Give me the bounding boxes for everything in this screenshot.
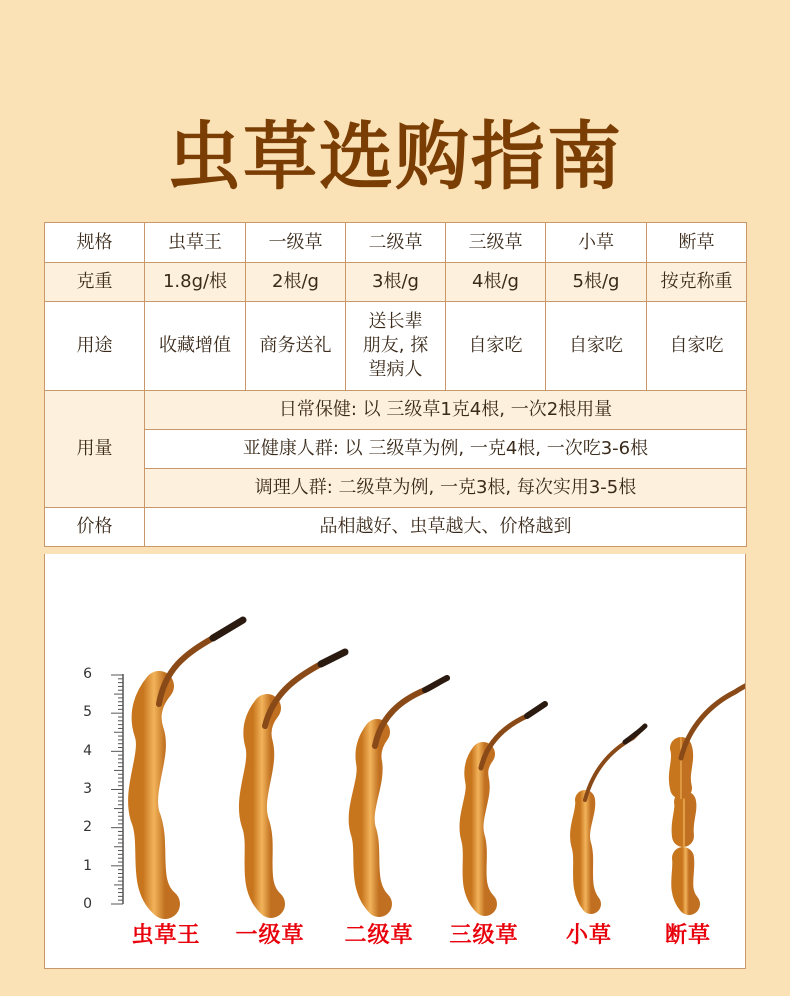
caption-grade2: 二级草 bbox=[344, 923, 414, 948]
header-cell: 断草 bbox=[647, 223, 747, 263]
ruler-tick-label: 6 bbox=[83, 666, 92, 682]
ruler bbox=[111, 674, 123, 904]
header-cell: 小草 bbox=[546, 223, 647, 263]
specimen-grade2 bbox=[362, 678, 447, 904]
header-cell: 规格 bbox=[45, 223, 145, 263]
weight-cell: 按克称重 bbox=[647, 263, 747, 302]
specimen-broken bbox=[680, 684, 746, 904]
header-cell: 一级草 bbox=[246, 223, 346, 263]
ruler-tick-label: 1 bbox=[83, 858, 92, 874]
dosage-row bbox=[45, 469, 747, 508]
dosage-row bbox=[45, 430, 747, 469]
header-cell: 三级草 bbox=[446, 223, 546, 263]
usage-cell: 自家吃 bbox=[446, 302, 546, 391]
dosage-line: 亚健康人群: 以 三级草为例, 一克4根, 一次吃3-6根 bbox=[145, 430, 747, 469]
specimen-grade3 bbox=[471, 704, 545, 904]
dosage-line: 调理人群: 二级草为例, 一克3根, 每次实用3-5根 bbox=[145, 469, 747, 508]
weight-row bbox=[45, 263, 747, 302]
usage-cell: 收藏增值 bbox=[145, 302, 246, 391]
caption-grade1: 一级草 bbox=[235, 923, 305, 948]
cordyceps-illustration bbox=[45, 554, 746, 969]
ruler-tick-label: 5 bbox=[83, 704, 92, 720]
header-cell: 二级草 bbox=[346, 223, 446, 263]
weight-cell: 克重 bbox=[45, 263, 145, 302]
specimen-small bbox=[580, 726, 645, 904]
ruler-tick-label: 4 bbox=[83, 743, 92, 759]
price-label: 价格 bbox=[45, 508, 145, 547]
dosage-label: 用量 bbox=[45, 391, 145, 508]
page-title: 虫草选购指南 bbox=[167, 114, 623, 200]
usage-cell: 商务送礼 bbox=[246, 302, 346, 391]
price-row bbox=[45, 508, 747, 547]
header-cell: 虫草王 bbox=[145, 223, 246, 263]
usage-cell: 自家吃 bbox=[546, 302, 647, 391]
usage-cell: 送长辈朋友, 探望病人 bbox=[346, 302, 446, 391]
weight-cell: 3根/g bbox=[346, 263, 446, 302]
ruler-tick-label: 2 bbox=[83, 819, 92, 835]
ruler-tick-label: 0 bbox=[83, 896, 92, 912]
weight-cell: 1.8g/根 bbox=[145, 263, 246, 302]
caption-grade3: 三级草 bbox=[449, 923, 519, 948]
spec-table bbox=[44, 222, 747, 547]
specimen-king bbox=[143, 620, 243, 904]
caption-king: 虫草王 bbox=[131, 923, 201, 948]
usage-cell: 用途 bbox=[45, 302, 145, 391]
specimen-grade1 bbox=[253, 652, 345, 904]
price-text: 品相越好、虫草越大、价格越到 bbox=[145, 508, 747, 547]
dosage-line: 日常保健: 以 三级草1克4根, 一次2根用量 bbox=[145, 391, 747, 430]
caption-broken: 断草 bbox=[664, 923, 711, 948]
header-row bbox=[45, 223, 747, 263]
cordyceps-photo-panel bbox=[44, 554, 746, 969]
weight-cell: 2根/g bbox=[246, 263, 346, 302]
caption-small: 小草 bbox=[565, 923, 612, 948]
weight-cell: 5根/g bbox=[546, 263, 647, 302]
usage-row bbox=[45, 302, 747, 391]
weight-cell: 4根/g bbox=[446, 263, 546, 302]
usage-cell: 自家吃 bbox=[647, 302, 747, 391]
dosage-row bbox=[45, 391, 747, 430]
ruler-tick-label: 3 bbox=[83, 781, 92, 797]
